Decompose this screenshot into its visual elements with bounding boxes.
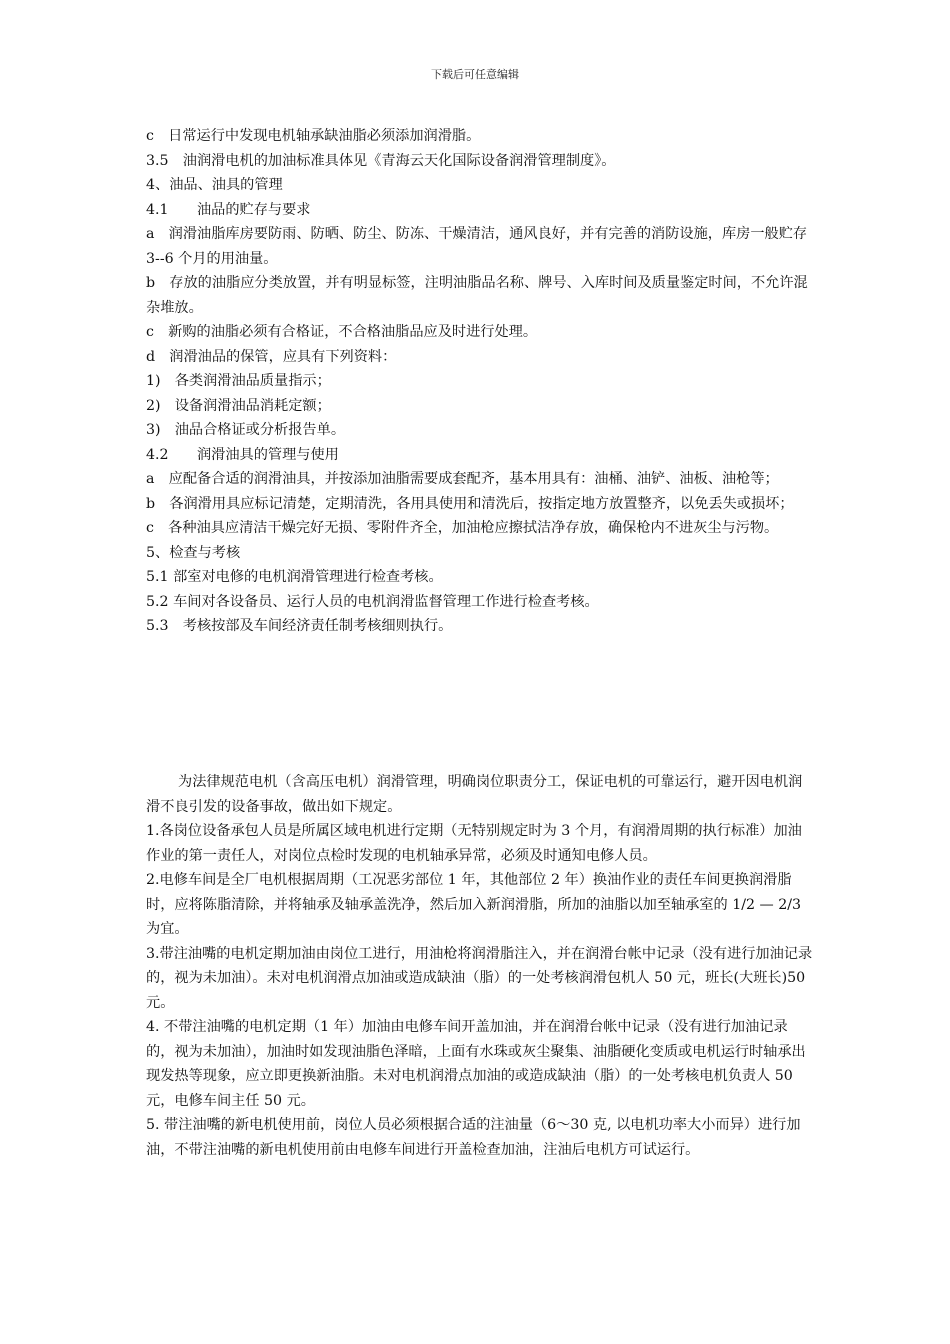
rule-item: 2.电修车间是全厂电机根据周期（工况恶劣部位 1 年，其他部位 2 年）换油作业的责任车间更换润滑脂时，应将陈脂清除，并将轴承及轴承盖洗净，然后加入新润滑脂，所加的油脂以加至轴承室的 1/2 — 2/3 为宜。 (146, 872, 802, 937)
paragraph: b 各润滑用具应标记清楚，定期清洗，各用具使用和清洗后，按指定地方放置整齐，以免丢失或损坏； (146, 495, 794, 512)
paragraph: c 各种油具应清洁干燥完好无损、零附件齐全，加油枪应擦拭洁净存放，确保枪内不进灰尘与污物。 (146, 520, 779, 536)
list-item: 3) 油品合格证或分析报告单。 (146, 422, 346, 438)
paragraph: 3.5 油润滑电机的加油标准具体见《青海云天化国际设备润滑管理制度》。 (146, 152, 616, 169)
paragraph: 5.1 部室对电修的电机润滑管理进行检查考核。 (146, 569, 443, 585)
list-item: 2) 设备润滑油品消耗定额； (146, 397, 331, 414)
paragraph: a 润滑油脂库房要防雨、防晒、防尘、防冻、干燥清洁，通风良好，并有完善的消防设施，库房一般贮存 3--6 个月的用油量。 (146, 226, 808, 267)
paragraph: b 存放的油脂应分类放置，并有明显标签，注明油脂品名称、牌号、入库时间及质量鉴定时间，不允许混杂堆放。 (146, 275, 808, 316)
rule-item: 1.各岗位设备承包人员是所属区域电机进行定期（无特别规定时为 3 个月，有润滑周期的执行标准）加油作业的第一责任人，对岗位点检时发现的电机轴承异常，必须及时通知电修人员。 (146, 823, 802, 864)
section-motor-lubrication (146, 770, 816, 1162)
paragraph: 5.2 车间对各设备员、运行人员的电机润滑监督管理工作进行检查考核。 (146, 593, 599, 610)
subheading: 4.2 润滑油具的管理与使用 (146, 446, 339, 463)
section-oil-management (146, 124, 816, 639)
subheading: 4.1 油品的贮存与要求 (146, 201, 311, 218)
heading: 4、油品、油具的管理 (146, 177, 283, 193)
intro-paragraph: 为法律规范电机（含高压电机）润滑管理，明确岗位职责分工，保证电机的可靠运行，避开因电机润滑不良引发的设备事故，做出如下规定。 (146, 774, 803, 815)
paragraph: 5.3 考核按部及车间经济责任制考核细则执行。 (146, 618, 453, 634)
paragraph: c 新购的油脂必须有合格证，不合格油脂品应及时进行处理。 (146, 324, 538, 340)
paragraph: d 润滑油品的保管，应具有下列资料： (146, 348, 397, 365)
rule-item: 5. 带注油嘴的新电机使用前，岗位人员必须根据合适的注油量（6～30 克, 以电机功率大小而异）进行加油，不带注油嘴的新电机使用前由电修车间进行开盖检查加油，注油后电机方可试运行。 (146, 1117, 801, 1158)
paragraph: a 应配备合适的润滑油具，并按添加油脂需要成套配齐，基本用具有：油桶、油铲、油板、油枪等； (146, 471, 779, 487)
list-item: 1) 各类润滑油品质量指示； (146, 373, 331, 389)
rule-item: 4. 不带注油嘴的电机定期（1 年）加油由电修车间开盖加油，并在润滑台帐中记录（没有进行加油记录的，视为未加油），加油时如发现油脂色泽暗，上面有水珠或灰尘聚集、油脂硬化变质或电机运行时轴承出现发热等现象，应立即更换新油脂。未对电机润滑点加油的或造成缺油（脂）的一处考核电机负责人 50 元，电修车间主任 50 元。 (146, 1019, 806, 1109)
paragraph: c 日常运行中发现电机轴承缺油脂必须添加润滑脂。 (146, 128, 481, 144)
heading: 5、检查与考核 (146, 544, 241, 561)
page-header: 下载后可任意编辑 (431, 68, 519, 81)
rule-item: 3.带注油嘴的电机定期加油由岗位工进行，用油枪将润滑脂注入，并在润滑台帐中记录（没有进行加油记录的，视为未加油）。未对电机润滑点加油或造成缺油（脂）的一处考核润滑包机人 50 元，班长(大班长)50 元。 (146, 945, 813, 1011)
